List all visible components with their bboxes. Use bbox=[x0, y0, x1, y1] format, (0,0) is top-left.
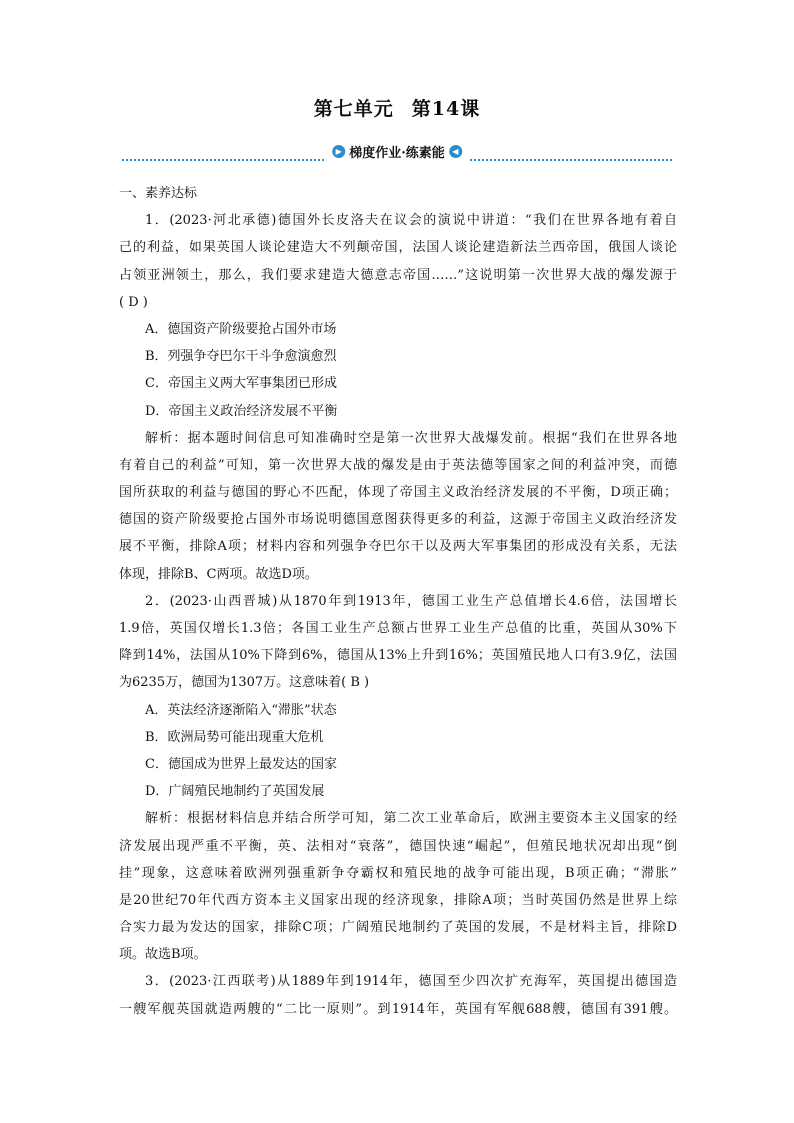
q2-option-a: A．英法经济逐渐陷入“滞胀”状态 bbox=[145, 702, 337, 718]
play-left-icon: ◀ bbox=[449, 145, 462, 158]
q2-analysis-line: 济发展出现严重不平衡，英、法相对“衰落”，德国快速“崛起”，但殖民地状况却出现“倒 bbox=[119, 838, 677, 854]
q2-analysis-line: 解析：根据材料信息并结合所学可知，第二次工业革命后，欧洲主要资本主义国家的经 bbox=[145, 811, 677, 827]
q1-option-a: A．德国资产阶级要抢占国外市场 bbox=[145, 321, 337, 337]
q1-analysis-line: 解析：据本题时间信息可知准确时空是第一次世界大战爆发前。根据“我们在世界各地 bbox=[145, 430, 677, 446]
banner-label: 梯度作业·练素能 bbox=[349, 146, 445, 161]
q3-line: 一艘军舰英国就造两艘的“二比一原则”。到1914年，英国有军舰688艘，德国有391艘。 bbox=[119, 1001, 677, 1017]
title-unit: 第七单元 bbox=[313, 98, 394, 120]
q1-line: 占领亚洲领土，那么，我们要求建造大德意志帝国……”这说明第一次世界大战的爆发源于 bbox=[119, 267, 677, 283]
q2-analysis-line: 项。故选B项。 bbox=[119, 947, 207, 963]
section-heading: 一、素养达标 bbox=[119, 186, 198, 201]
section-banner bbox=[122, 142, 672, 164]
q1-line: 1．(2023·河北承德)德国外长皮洛夫在议会的演说中讲道：“我们在世界各地有着自 bbox=[145, 213, 677, 229]
q1-line: 己的利益，如果英国人谈论建造大不列颠帝国，法国人谈论建造新法兰西帝国，俄国人谈论 bbox=[119, 240, 677, 256]
q1-option-c: C．帝国主义两大军事集团已形成 bbox=[145, 376, 337, 392]
q2-line: 降到14%，法国从10%下降到6%，德国从13%上升到16%；英国殖民地人口有3.9亿，法国 bbox=[119, 648, 677, 664]
q1-analysis-line: 有着自己的利益”可知，第一次世界大战的爆发是由于英法德等国家之间的利益冲突，而德 bbox=[119, 457, 677, 473]
q1-analysis-line: 德国的资产阶级要抢占国外市场说明德国意图获得更多的利益，这源于帝国主义政治经济发 bbox=[119, 512, 677, 528]
document-body bbox=[119, 180, 677, 1023]
title-lesson: 第14课 bbox=[411, 98, 481, 120]
q2-analysis-line: 是20世纪70年代西方资本主义国家出现的经济现象，排除A项；当时英国仍然是世界上综 bbox=[119, 892, 677, 908]
page-title bbox=[0, 94, 794, 121]
q2-option-b: B．欧洲局势可能出现重大危机 bbox=[145, 729, 324, 745]
q2-option-d: D．广阔殖民地制约了英国发展 bbox=[145, 784, 325, 800]
q1-option-b: B．列强争夺巴尔干斗争愈演愈烈 bbox=[145, 349, 337, 365]
q2-line: 为6235万，德国为1307万。这意味着( B ) bbox=[119, 675, 370, 691]
q3-line: 3．(2023·江西联考)从1889年到1914年，德国至少四次扩充海军，英国提出德国造 bbox=[145, 974, 677, 990]
q1-option-d: D．帝国主义政治经济发展不平衡 bbox=[145, 403, 338, 419]
q1-analysis-line: 体现，排除B、C两项。故选D项。 bbox=[119, 566, 318, 582]
play-right-icon: ▶ bbox=[332, 145, 345, 158]
q1-answer: ( D ) bbox=[119, 294, 148, 310]
q2-option-c: C．德国成为世界上最发达的国家 bbox=[145, 756, 337, 772]
q2-analysis-line: 挂”现象，这意味着欧洲列强重新争夺霸权和殖民地的战争可能出现，B项正确；“滞胀” bbox=[119, 865, 677, 881]
banner-label-group bbox=[326, 142, 468, 161]
q2-analysis-line: 合实力最为发达的国家，排除C项；广阔殖民地制约了英国的发展，不是材料主旨，排除D bbox=[119, 920, 677, 936]
q2-line: 2．(2023·山西晋城)从1870年到1913年，德国工业生产总值增长4.6倍，法国增长 bbox=[145, 593, 677, 609]
q1-analysis-line: 展不平衡，排除A项；材料内容和列强争夺巴尔干以及两大军事集团的形成没有关系，无法 bbox=[119, 539, 677, 555]
q1-analysis-line: 国所获取的利益与德国的野心不匹配，体现了帝国主义政治经济发展的不平衡，D项正确； bbox=[119, 485, 677, 501]
q2-line: 1.9倍，英国仅增长1.3倍；各国工业生产总额占世界工业生产总值的比重，英国从30%下 bbox=[119, 621, 677, 636]
